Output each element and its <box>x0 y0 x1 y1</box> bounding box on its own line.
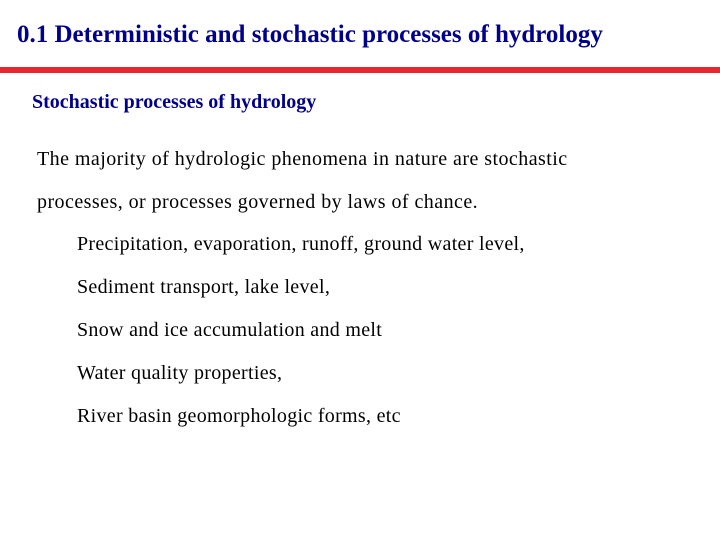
list-item: Snow and ice accumulation and melt <box>77 319 383 341</box>
list-item: Sediment transport, lake level, <box>77 276 331 298</box>
intro-line: The majority of hydrologic phenomena in nature are stochastic <box>37 148 568 170</box>
slide-title: 0.1 Deterministic and stochastic processes of hydrology <box>17 21 603 48</box>
section-subtitle: Stochastic processes of hydrology <box>32 91 317 113</box>
intro-paragraph <box>37 138 707 224</box>
examples-list <box>77 223 525 438</box>
title-divider <box>0 67 720 73</box>
intro-line: processes, or processes governed by laws of chance. <box>37 191 479 213</box>
list-item: Precipitation, evaporation, runoff, ground water level, <box>77 233 525 255</box>
list-item: River basin geomorphologic forms, etc <box>77 405 401 427</box>
list-item: Water quality properties, <box>77 362 283 384</box>
